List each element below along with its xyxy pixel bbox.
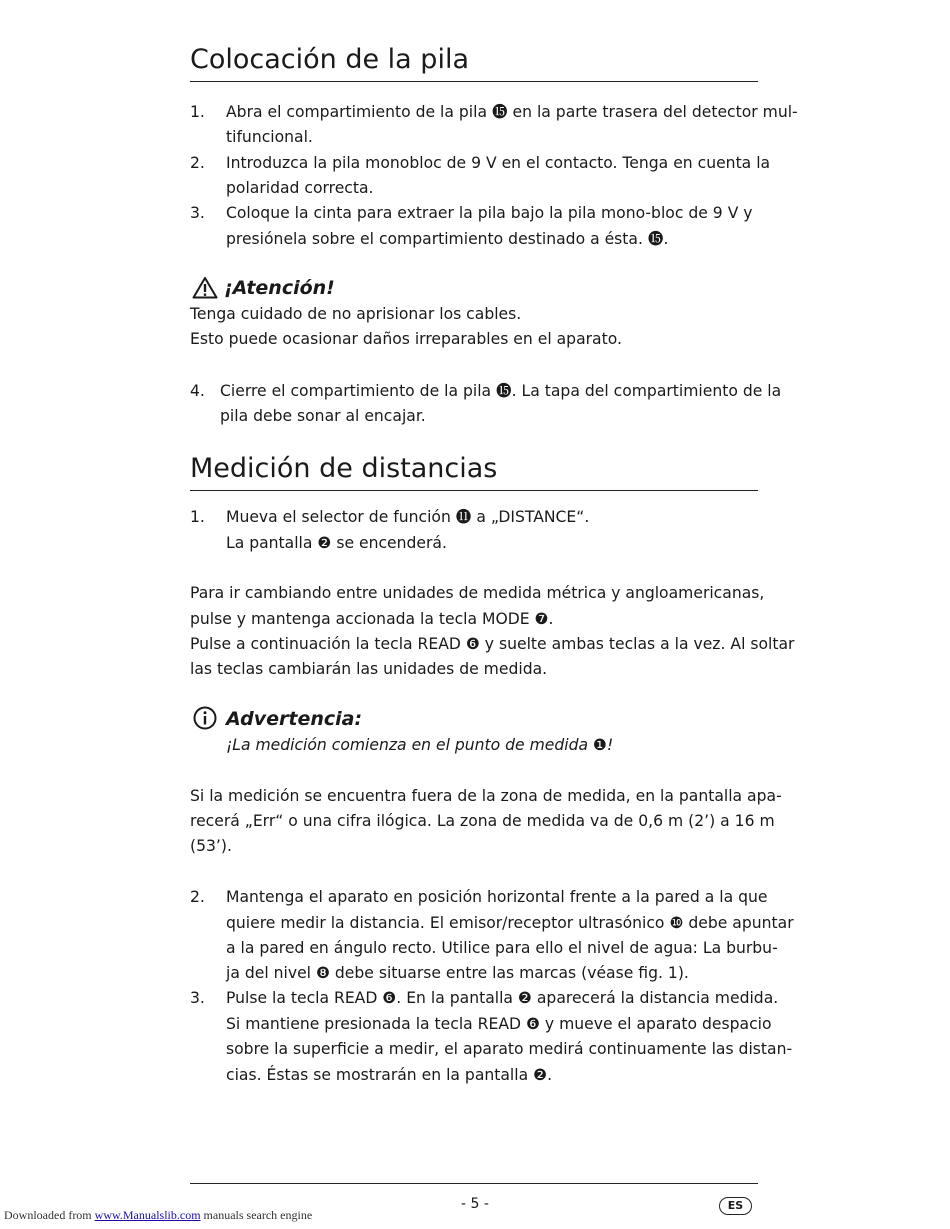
paragraph-line: Pulse a continuación la tecla READ ❻ y suelte ambas teclas a la vez. Al soltar — [190, 635, 795, 653]
paragraph-line: las teclas cambiarán las unidades de medida. — [190, 660, 548, 678]
step-line: quiere medir la distancia. El emisor/receptor ultrasónico ❿ debe apuntar — [226, 914, 794, 932]
step-line: Pulse la tecla READ ❻. En la pantalla ❷ aparecerá la distancia medida. — [226, 989, 779, 1007]
step-number: 1. — [190, 508, 205, 526]
warning-text: ¡La medición comienza en el punto de medida ❶! — [226, 736, 614, 754]
step-number: 2. — [190, 888, 205, 906]
warning-title: Advertencia: — [226, 708, 363, 730]
step-number: 2. — [190, 154, 205, 172]
info-icon — [193, 706, 217, 730]
step-number: 3. — [190, 989, 205, 1007]
step-line: La pantalla ❷ se encenderá. — [226, 534, 447, 552]
step-line: Cierre el compartimiento de la pila ⓯. La tapa del compartimiento de la — [220, 382, 782, 400]
step-line: Si mantiene presionada la tecla READ ❻ y mueve el aparato despacio — [226, 1015, 772, 1033]
paragraph-line: (53’). — [190, 837, 232, 855]
page-number: - 5 - — [461, 1196, 489, 1212]
step-line: sobre la superficie a medir, el aparato medirá continuamente las distan- — [226, 1040, 793, 1058]
step-line: Coloque la cinta para extraer la pila bajo la pila mono-bloc de 9 V y — [226, 204, 753, 222]
paragraph-line: Para ir cambiando entre unidades de medida métrica y angloamericanas, — [190, 584, 765, 602]
download-note — [4, 1208, 312, 1223]
footer-divider — [190, 1183, 758, 1184]
download-suffix: manuals search engine — [200, 1208, 313, 1222]
section-title-distance: Medición de distancias — [190, 452, 758, 491]
step-line: a la pared en ángulo recto. Utilice para ello el nivel de agua: La burbu- — [226, 939, 778, 957]
attention-line: Tenga cuidado de no aprisionar los cables. — [190, 305, 522, 323]
attention-title: ¡Atención! — [224, 277, 335, 299]
step-line: presiónela sobre el compartimiento destinado a ésta. ⓯. — [226, 230, 669, 248]
paragraph-line: recerá „Err“ o una cifra ilógica. La zona de medida va de 0,6 m (2’) a 16 m — [190, 812, 775, 830]
manualslib-link[interactable]: www.Manualslib.com — [94, 1208, 201, 1222]
step-line: pila debe sonar al encajar. — [220, 407, 426, 425]
step-number: 3. — [190, 204, 205, 222]
section-title-battery: Colocación de la pila — [190, 43, 758, 82]
step-line: Mueva el selector de función ⓫ a „DISTANCE“. — [226, 508, 590, 526]
step-number: 4. — [190, 382, 205, 400]
paragraph-line: Si la medición se encuentra fuera de la zona de medida, en la pantalla apa- — [190, 787, 782, 805]
attention-line: Esto puede ocasionar daños irreparables en el aparato. — [190, 330, 622, 348]
step-line: Introduzca la pila monobloc de 9 V en el contacto. Tenga en cuenta la — [226, 154, 771, 172]
warning-triangle-icon — [192, 276, 218, 299]
step-line: polaridad correcta. — [226, 179, 374, 197]
step-line: ja del nivel ❽ debe situarse entre las marcas (véase fig. 1). — [226, 964, 689, 982]
step-line: Mantenga el aparato en posición horizontal frente a la pared a la que — [226, 888, 768, 906]
step-line: tifuncional. — [226, 128, 313, 146]
language-badge: ES — [719, 1197, 752, 1215]
paragraph-line: pulse y mantenga accionada la tecla MODE ❼. — [190, 610, 554, 628]
step-line: cias. Éstas se mostrarán en la pantalla ❷. — [226, 1066, 553, 1084]
step-number: 1. — [190, 103, 205, 121]
step-line: Abra el compartimiento de la pila ⓯ en la parte trasera del detector mul- — [226, 103, 798, 121]
download-prefix: Downloaded from — [4, 1208, 95, 1222]
